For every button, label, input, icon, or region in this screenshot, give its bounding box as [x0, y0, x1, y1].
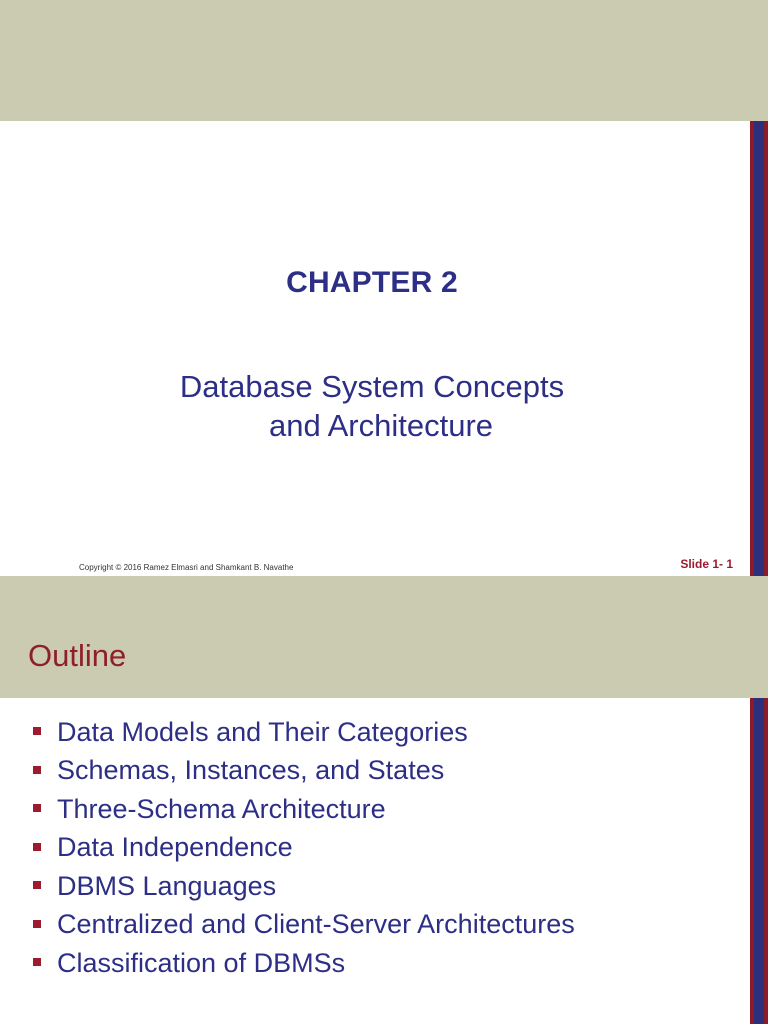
- list-item-text: Three-Schema Architecture: [57, 793, 386, 824]
- list-item: [33, 713, 738, 752]
- list-item-text: Schemas, Instances, and States: [57, 755, 445, 786]
- header-band: [0, 0, 768, 121]
- list-item: [33, 752, 738, 791]
- list-item: [33, 867, 738, 906]
- chapter-title: CHAPTER 2: [286, 266, 458, 299]
- list-item-text: Classification of DBMSs: [57, 947, 346, 978]
- outline-title: Outline: [28, 638, 127, 673]
- chapter-subtitle: [0, 368, 744, 446]
- subtitle-line-2: and Architecture: [268, 407, 494, 443]
- bullet-square-icon: [33, 958, 41, 966]
- list-item-text: Data Independence: [57, 832, 293, 863]
- copyright-text: Copyright © 2016 Ramez Elmasri and Shamkant B. Navathe: [79, 563, 294, 572]
- bullet-square-icon: [33, 727, 41, 735]
- bullet-square-icon: [33, 766, 41, 774]
- stripe-middle: [754, 121, 764, 576]
- right-edge-stripe: [750, 121, 768, 576]
- list-item: [33, 944, 738, 983]
- list-item: [33, 829, 738, 868]
- bullet-square-icon: [33, 881, 41, 889]
- list-item-text: Centralized and Client-Server Architectures: [57, 909, 575, 940]
- bullet-square-icon: [33, 843, 41, 851]
- list-item: [33, 906, 738, 945]
- subtitle-line-1: Database System Concepts: [179, 369, 565, 404]
- bullet-square-icon: [33, 920, 41, 928]
- outline-right-edge-stripe: [750, 698, 768, 1024]
- list-item-text: Data Models and Their Categories: [57, 716, 468, 747]
- outline-stripe-middle: [754, 698, 764, 1024]
- outline-slide: [0, 576, 768, 1024]
- outline-stripe-right: [764, 698, 768, 1024]
- slide-number: Slide 1- 1: [680, 557, 733, 571]
- outline-header-band: [0, 576, 768, 698]
- list-item: [33, 790, 738, 829]
- bullet-square-icon: [33, 804, 41, 812]
- stripe-right: [764, 121, 768, 576]
- outline-list: [33, 713, 738, 983]
- list-item-text: DBMS Languages: [57, 870, 277, 901]
